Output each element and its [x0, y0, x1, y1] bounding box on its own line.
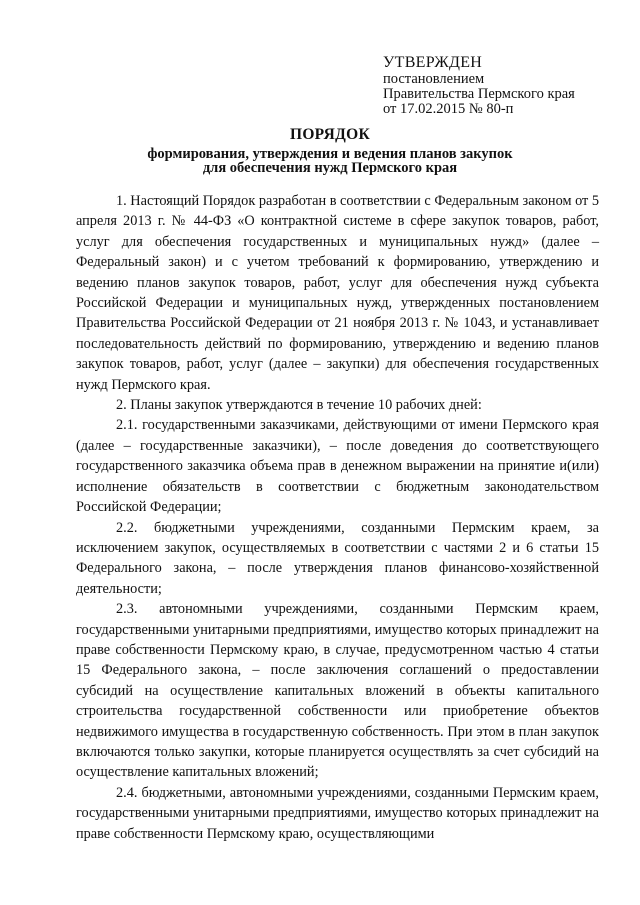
approval-line: постановлением: [383, 71, 485, 87]
subtitle-line: формирования, утверждения и ведения планов закупок: [147, 146, 513, 162]
paragraph: 2. Планы закупок утверждаются в течение 10 рабочих дней:: [116, 397, 482, 414]
document-body: [76, 191, 599, 844]
paragraph: 2.1. государственными заказчиками, действующими от имени Пермского края (далее – государственные заказчики), – после доведения до соответствующего государственного заказчика объема прав в денежном выражении на принятие и(или) исполнение обязательств в соответствии с бюджетным законодательством Российской Федерации;: [76, 417, 599, 516]
document-subtitle: [0, 147, 640, 175]
paragraph: 2.2. бюджетными учреждениями, созданными Пермским краем, за исключением закупок, осуществляемых в соответствии с частями 2 и 6 статьи 15 Федерального закона, – после утверждения планов финансово-хозяйственной деятельности;: [76, 519, 599, 597]
paragraph: 1. Настоящий Порядок разработан в соответствии с Федеральным законом от 5 апреля 2013 г. № 44-ФЗ «О контрактной системе в сфере закупок товаров, работ, услуг для обеспечения государственных и муниципальных нужд» (далее – Федеральный закон) и с учетом требований к формированию, утверждению и ведению планов закупок товаров, работ, услуг для обеспечения нужд субъекта Российской Федерации и муниципальных нужд, утвержденных постановлением Правительства Российской Федерации от 21 ноября 2013 г. № 1043, и устанавливает последовательность действий по формированию, утверждению и ведению планов закупок товаров, работ, услуг (далее – закупки) для обеспечения государственных нужд Пермского края.: [76, 193, 599, 393]
approval-line: от 17.02.2015 № 80-п: [383, 101, 514, 117]
subtitle-line: для обеспечения нужд Пермского края: [202, 160, 458, 176]
approval-title: УТВЕРЖДЕН: [383, 54, 483, 71]
approval-line: Правительства Пермского края: [383, 86, 575, 102]
document-title: ПОРЯДОК: [289, 126, 371, 143]
paragraph: 2.3. автономными учреждениями, созданными Пермским краем, государственными унитарными предприятиями, имущество которых принадлежит на праве собственности Пермскому краю, в случае, предусмотренном частью 4 статьи 15 Федерального закона, – после заключения соглашений о предоставлении субсидий на осуществление капитальных вложений в объекты капитального строительства государственной собственности или приобретение объектов недвижимого имущества в государственную собственность. При этом в план закупок включаются только закупки, которые планируется осуществлять за счет субсидий на осуществление капитальных вложений;: [76, 601, 599, 781]
approval-stamp: [383, 54, 623, 117]
paragraph: 2.4. бюджетными, автономными учреждениями, созданными Пермским краем, государственными унитарными предприятиями, имущество которых принадлежит на праве собственности Пермскому краю, осуществляющими: [76, 784, 599, 842]
